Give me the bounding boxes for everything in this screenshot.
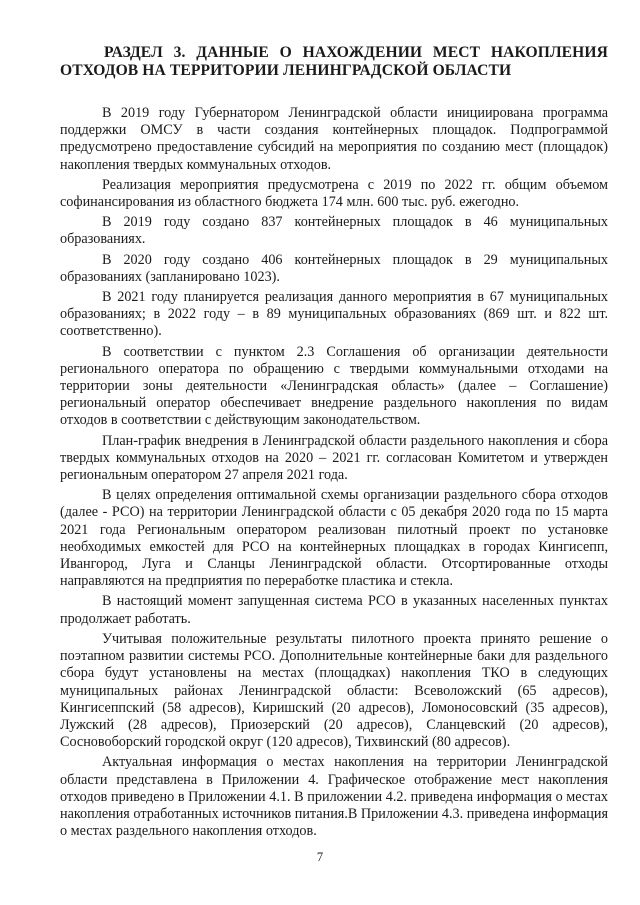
paragraph-expansion: Учитывая положительные результаты пилотного проекта принято решение о поэтапном развитии системы РСО. Дополнительные контейнерные баки для раздельного сбора будут установлены на местах (площадках) накопления ТКО в следующих муниципальных районах Ленинградской области: Всеволожский (65 адресов), Кингисеппский (58 адресов), Киришский (20 адресов), Ломоносовский (35 адресов), Лужский (28 адресов), Приозерский (20 адресов), Сланцевский (20 адресов), Сосновоборский городской округ (120 адресов), Тихвинский (80 адресов). bbox=[60, 630, 608, 751]
paragraph-2021-plan: В 2021 году планируется реализация данного мероприятия в 67 муниципальных образованиях; в 2022 году – в 89 муниципальных образованиях (869 шт. и 822 шт. соответственно). bbox=[60, 289, 608, 340]
paragraph-pilot-project: В целях определения оптимальной схемы организации раздельного сбора отходов (далее - РСО) на территории Ленинградской области с 05 декабря 2020 года по 15 марта 2021 года Региональным оператором реализован пилотный проект по установке необходимых емкостей для РСО на контейнерных площадках в городах Кингисепп, Ивангород, Луга и Сланцы Ленинградской области. Отсортированные отходы направляются на предприятия по переработке пластика и стекла. bbox=[60, 487, 608, 590]
paragraph-agreement: В соответствии с пунктом 2.3 Соглашения об организации деятельности регионального оператора по обращению с твердыми коммунальными отходами на территории зоны деятельности «Ленинградская область» (далее – Соглашение) региональный оператор обеспечивает внедрение раздельного накопления по видам отходов в соответствии с действующим законодательством. bbox=[60, 343, 608, 429]
paragraph-2019-sites: В 2019 году создано 837 контейнерных площадок в 46 муниципальных образованиях. bbox=[60, 214, 608, 248]
document-page bbox=[60, 44, 608, 843]
section-title: РАЗДЕЛ 3. ДАННЫЕ О НАХОЖДЕНИИ МЕСТ НАКОПЛЕНИЯ ОТХОДОВ НА ТЕРРИТОРИИ ЛЕНИНГРАДСКОЙ ОБЛАСТИ bbox=[60, 44, 608, 79]
paragraph-funding: Реализация мероприятия предусмотрена с 2019 по 2022 гг. общим объемом софинансирования из областного бюджета 174 млн. 600 тыс. руб. ежегодно. bbox=[60, 176, 608, 211]
paragraph-appendix-info: Актуальная информация о местах накопления на территории Ленинградской области представлена в Приложении 4. Графическое отображение мест накопления отходов приведено в Приложении 4.1. В приложении 4.2. приведена информация о местах накопления отработанных источников питания.В Приложении 4.3. приведена информация о местах раздельного накопления отходов. bbox=[60, 754, 608, 840]
page-number: 7 bbox=[316, 850, 324, 864]
paragraph-program-2019: В 2019 году Губернатором Ленинградской области инициирована программа поддержки ОМСУ в части создания контейнерных площадок. Подпрограммой предусмотрено предоставление субсидий на мероприятия по созданию мест (площадок) накопления твердых коммунальных отходов. bbox=[60, 105, 608, 173]
paragraph-2020-sites: В 2020 году создано 406 контейнерных площадок в 29 муниципальных образованиях (запланировано 1023). bbox=[60, 251, 608, 285]
paragraph-schedule: План-график внедрения в Ленинградской области раздельного накопления и сбора твердых коммунальных отходов на 2020 – 2021 гг. согласован Комитетом и утвержден региональным оператором 27 апреля 2021 года. bbox=[60, 432, 608, 484]
paragraph-system-running: В настоящий момент запущенная система РСО в указанных населенных пунктах продолжает работать. bbox=[60, 593, 608, 627]
